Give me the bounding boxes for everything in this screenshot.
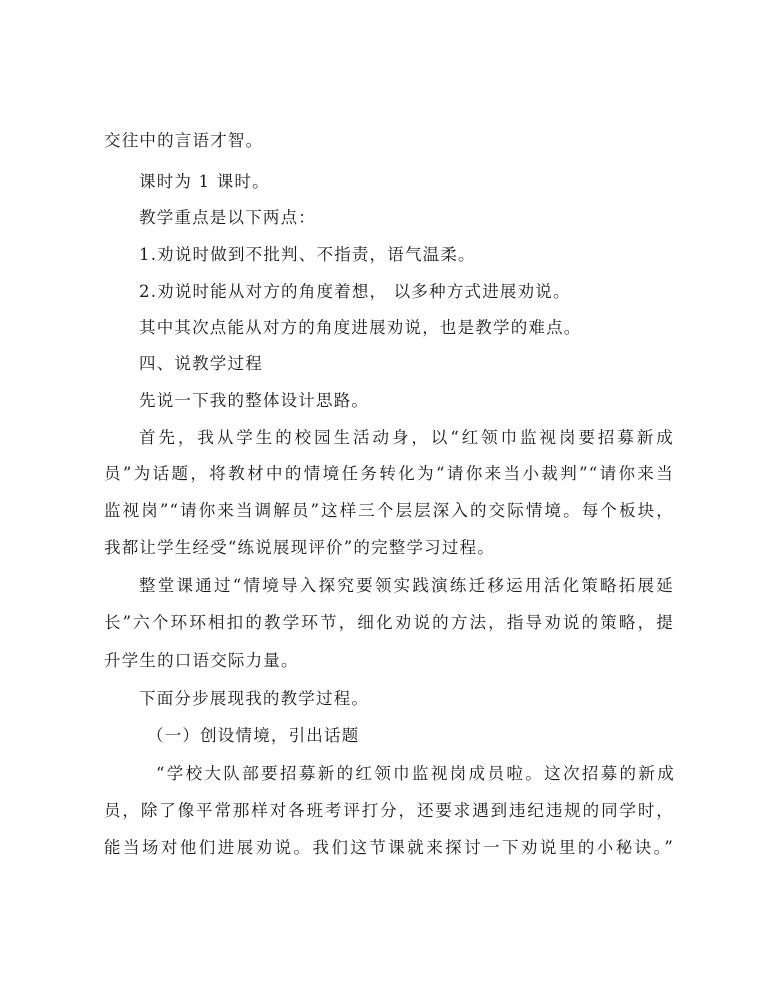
text-line-8: 先说一下我的整体设计思路。: [139, 391, 370, 410]
text-line-15: 升学生的口语交际力量。: [104, 651, 299, 670]
text-line-14: 长”六个环环相扣的教学环节，细化劝说的方法，指导劝说的策略，提: [104, 613, 674, 632]
text-line-19: 员，除了像平常那样对各班考评打分，还要求遇到违纪违规的同学时，: [104, 801, 674, 820]
text-line-4: 1.劝说时做到不批判、不指责，语气温柔。: [139, 245, 476, 264]
text-line-10: 员”为话题，将教材中的情境任务转化为“请你来当小裁判”“请你来当: [104, 464, 674, 483]
text-line-12: 我都让学生经受“练说展现评价”的完整学习过程。: [104, 538, 495, 557]
text-line-1: 交往中的言语才智。: [104, 131, 264, 150]
text-line-2: 课时为 1 课时。: [139, 172, 270, 191]
text-line-3: 教学重点是以下两点：: [139, 208, 316, 227]
subsection-heading: （一）创设情境，引出话题: [147, 726, 360, 745]
text-line-5: 2.劝说时能从对方的角度着想， 以多种方式进展劝说。: [139, 282, 571, 301]
text-line-18: “学校大队部要招募新的红领巾监视岗成员啦。这次招募的新成: [156, 764, 675, 783]
text-line-20: 能当场对他们进展劝说。我们这节课就来探讨一下劝说里的小秘诀。”: [104, 838, 674, 857]
text-line-6: 其中其次点能从对方的角度进展劝说，也是教学的难点。: [139, 318, 582, 337]
text-line-11: 监视岗”“请你来当调解员”这样三个层层深入的交际情境。每个板块，: [104, 501, 674, 520]
text-line-9: 首先，我从学生的校园生活动身，以“红领巾监视岗要招募新成: [139, 428, 674, 447]
text-line-13: 整堂课通过“情境导入探究要领实践演练迁移运用活化策略拓展延: [139, 576, 674, 595]
text-line-16: 下面分步展现我的教学过程。: [139, 689, 370, 708]
section-heading: 四、说教学过程: [139, 354, 263, 373]
